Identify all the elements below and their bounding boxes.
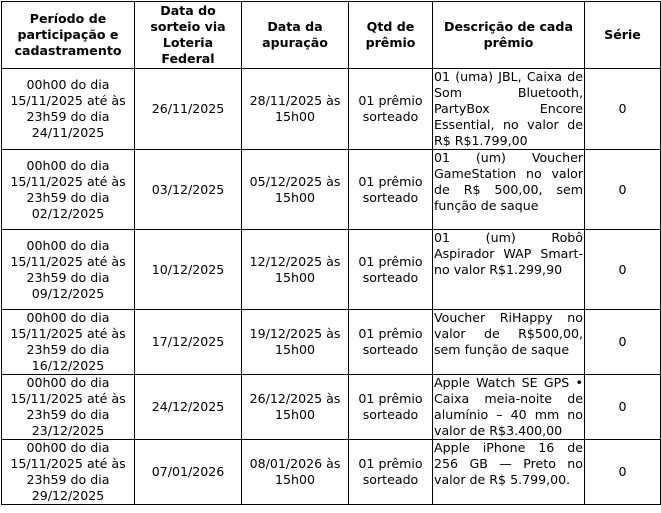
table-row: [2, 150, 661, 230]
table-row: [2, 69, 661, 150]
table-row: [2, 440, 661, 505]
qtd-cell: 01 prêmio sorteado: [349, 230, 433, 310]
serie-cell: 0: [585, 150, 661, 230]
qtd-cell: 01 prêmio sorteado: [349, 310, 433, 375]
serie-cell: 0: [585, 375, 661, 440]
periodo-cell: 00h00 do dia 15/11/2025 até às 23h59 do dia 02/12/2025: [2, 150, 135, 230]
prize-schedule-table: [1, 1, 661, 505]
header-descricao: Descrição de cada prêmio: [433, 2, 585, 69]
serie-cell: 0: [585, 69, 661, 150]
sorteio-cell: 07/01/2026: [135, 440, 242, 505]
apuracao-cell: 12/12/2025 às 15h00: [242, 230, 349, 310]
descricao-cell: 01 (um) Voucher GameStation no valor de R$ 500,00, sem função de saque: [433, 150, 585, 230]
periodo-cell: 00h00 do dia 15/11/2025 até às 23h59 do dia 29/12/2025: [2, 440, 135, 505]
apuracao-cell: 05/12/2025 às 15h00: [242, 150, 349, 230]
apuracao-cell: 26/12/2025 às 15h00: [242, 375, 349, 440]
periodo-cell: 00h00 do dia 15/11/2025 até às 23h59 do dia 09/12/2025: [2, 230, 135, 310]
header-serie: Série: [585, 2, 661, 69]
header-data-sorteio: Data do sorteio via Loteria Federal: [135, 2, 242, 69]
sorteio-cell: 24/12/2025: [135, 375, 242, 440]
serie-cell: 0: [585, 440, 661, 505]
header-qtd: Qtd de prêmio: [349, 2, 433, 69]
descricao-cell: 01 (uma) JBL, Caixa de Som Bluetooth, PartyBox Encore Essential, no valor de R$ R$1.799,00: [434, 69, 583, 148]
sorteio-cell: 26/11/2025: [135, 69, 242, 150]
serie-cell: 0: [585, 310, 661, 375]
sorteio-cell: 03/12/2025: [135, 150, 242, 230]
table-row: [2, 230, 661, 310]
descricao-cell: Voucher RiHappy no valor de R$500,00, sem função de saque: [433, 310, 585, 375]
descricao-cell: 01 (um) Robô Aspirador WAP Smart-no valor R$1.299,90: [433, 230, 585, 310]
qtd-cell: 01 prêmio sorteado: [349, 375, 433, 440]
header-row: [2, 2, 661, 69]
qtd-cell: 01 prêmio sorteado: [349, 150, 433, 230]
serie-cell: 0: [585, 230, 661, 310]
apuracao-cell: 28/11/2025 às 15h00: [242, 69, 349, 150]
sorteio-cell: 10/12/2025: [135, 230, 242, 310]
header-data-apuracao: Data da apuração: [242, 2, 349, 69]
descricao-cell: Apple iPhone 16 de 256 GB — Preto no valor de R$ 5.799,00.: [433, 440, 585, 505]
table-row: [2, 310, 661, 375]
descricao-cell: Apple Watch SE GPS • Caixa meia-noite de alumínio – 40 mm no valor de R$3.400,00: [434, 375, 583, 438]
periodo-cell: 00h00 do dia 15/11/2025 até às 23h59 do dia 23/12/2025: [2, 375, 135, 440]
periodo-cell: 00h00 do dia 15/11/2025 até às 23h59 do dia 16/12/2025: [2, 310, 135, 375]
apuracao-cell: 08/01/2026 às 15h00: [242, 440, 349, 505]
qtd-cell: 01 prêmio sorteado: [349, 440, 433, 505]
periodo-cell: 00h00 do dia 15/11/2025 até às 23h59 do dia 24/11/2025: [2, 69, 135, 150]
apuracao-cell: 19/12/2025 às 15h00: [242, 310, 349, 375]
table-row: [2, 375, 661, 440]
sorteio-cell: 17/12/2025: [135, 310, 242, 375]
qtd-cell: 01 prêmio sorteado: [349, 69, 433, 150]
header-periodo: Período de participação e cadastramento: [2, 2, 135, 69]
